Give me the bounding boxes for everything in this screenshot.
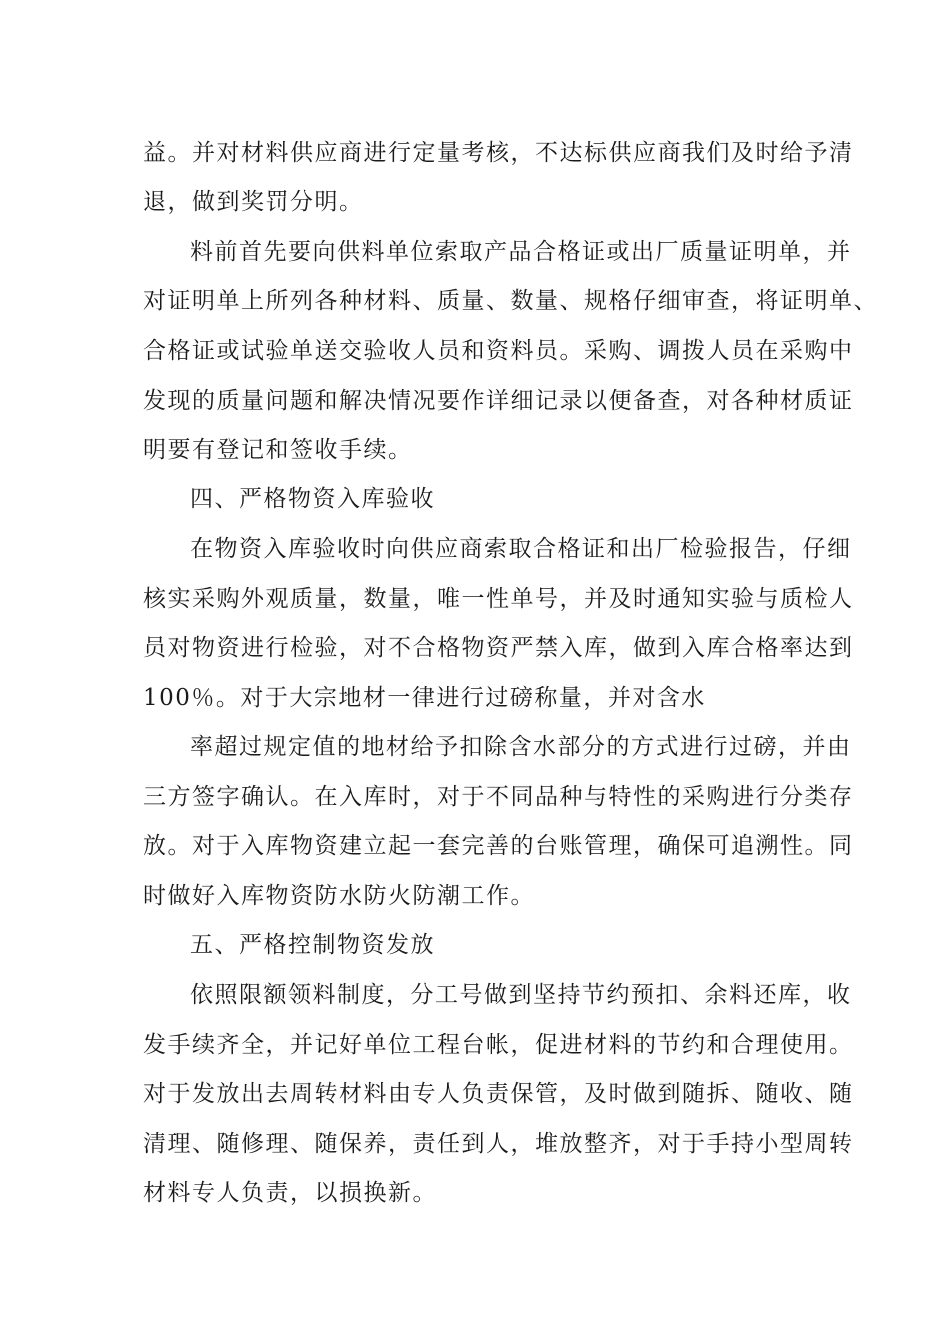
paragraph-first-line: 依照限额领料制度，分工号做到坚持节约预扣、余料还库，收 [190,982,852,1008]
paragraph-first-line: 在物资入库验收时向供应商索取合格证和出厂检验报告，仔细 [190,536,852,562]
section-heading: 四、严格物资入库验收 [190,486,435,512]
section-heading: 五、严格控制物资发放 [190,932,435,958]
text-line: 核实采购外观质量，数量，唯一性单号，并及时通知实验与质检人 [143,586,854,612]
text-line: 放。对于入库物资建立起一套完善的台账管理，确保可追溯性。同 [143,833,854,859]
text-line: 明要有登记和签收手续。 [143,437,413,463]
text-line: 三方签字确认。在入库时，对于不同品种与特性的采购进行分类存 [143,784,854,810]
text-line: 合格证或试验单送交验收人员和资料员。采购、调拨人员在采购中 [143,338,854,364]
text-line: 员对物资进行检验，对不合格物资严禁入库，做到入库合格率达到 [143,635,854,661]
text-line: 材料专人负责，以损换新。 [143,1180,437,1206]
text-line: 退，做到奖罚分明。 [143,189,364,215]
text-line: 发现的质量问题和解决情况要作详细记录以便备查，对各种材质证 [143,388,854,414]
text-line: 时做好入库物资防水防火防潮工作。 [143,883,535,909]
paragraph-first-line: 率超过规定值的地材给予扣除含水部分的方式进行过磅，并由 [190,734,852,760]
text-line: 益。并对材料供应商进行定量考核，不达标供应商我们及时给予清 [143,140,854,166]
text-line: 100％。对于大宗地材一律进行过磅称量，并对含水 [143,685,706,711]
text-line: 对证明单上所列各种材料、质量、数量、规格仔细审查，将证明单、 [143,288,878,314]
text-line: 发手续齐全，并记好单位工程台帐，促进材料的节约和合理使用。 [143,1032,854,1058]
text-line: 清理、随修理、随保养，责任到人，堆放整齐，对于手持小型周转 [143,1131,854,1157]
text-line: 对于发放出去周转材料由专人负责保管，及时做到随拆、随收、随 [143,1081,854,1107]
paragraph-first-line: 料前首先要向供料单位索取产品合格证或出厂质量证明单，并 [190,239,852,265]
